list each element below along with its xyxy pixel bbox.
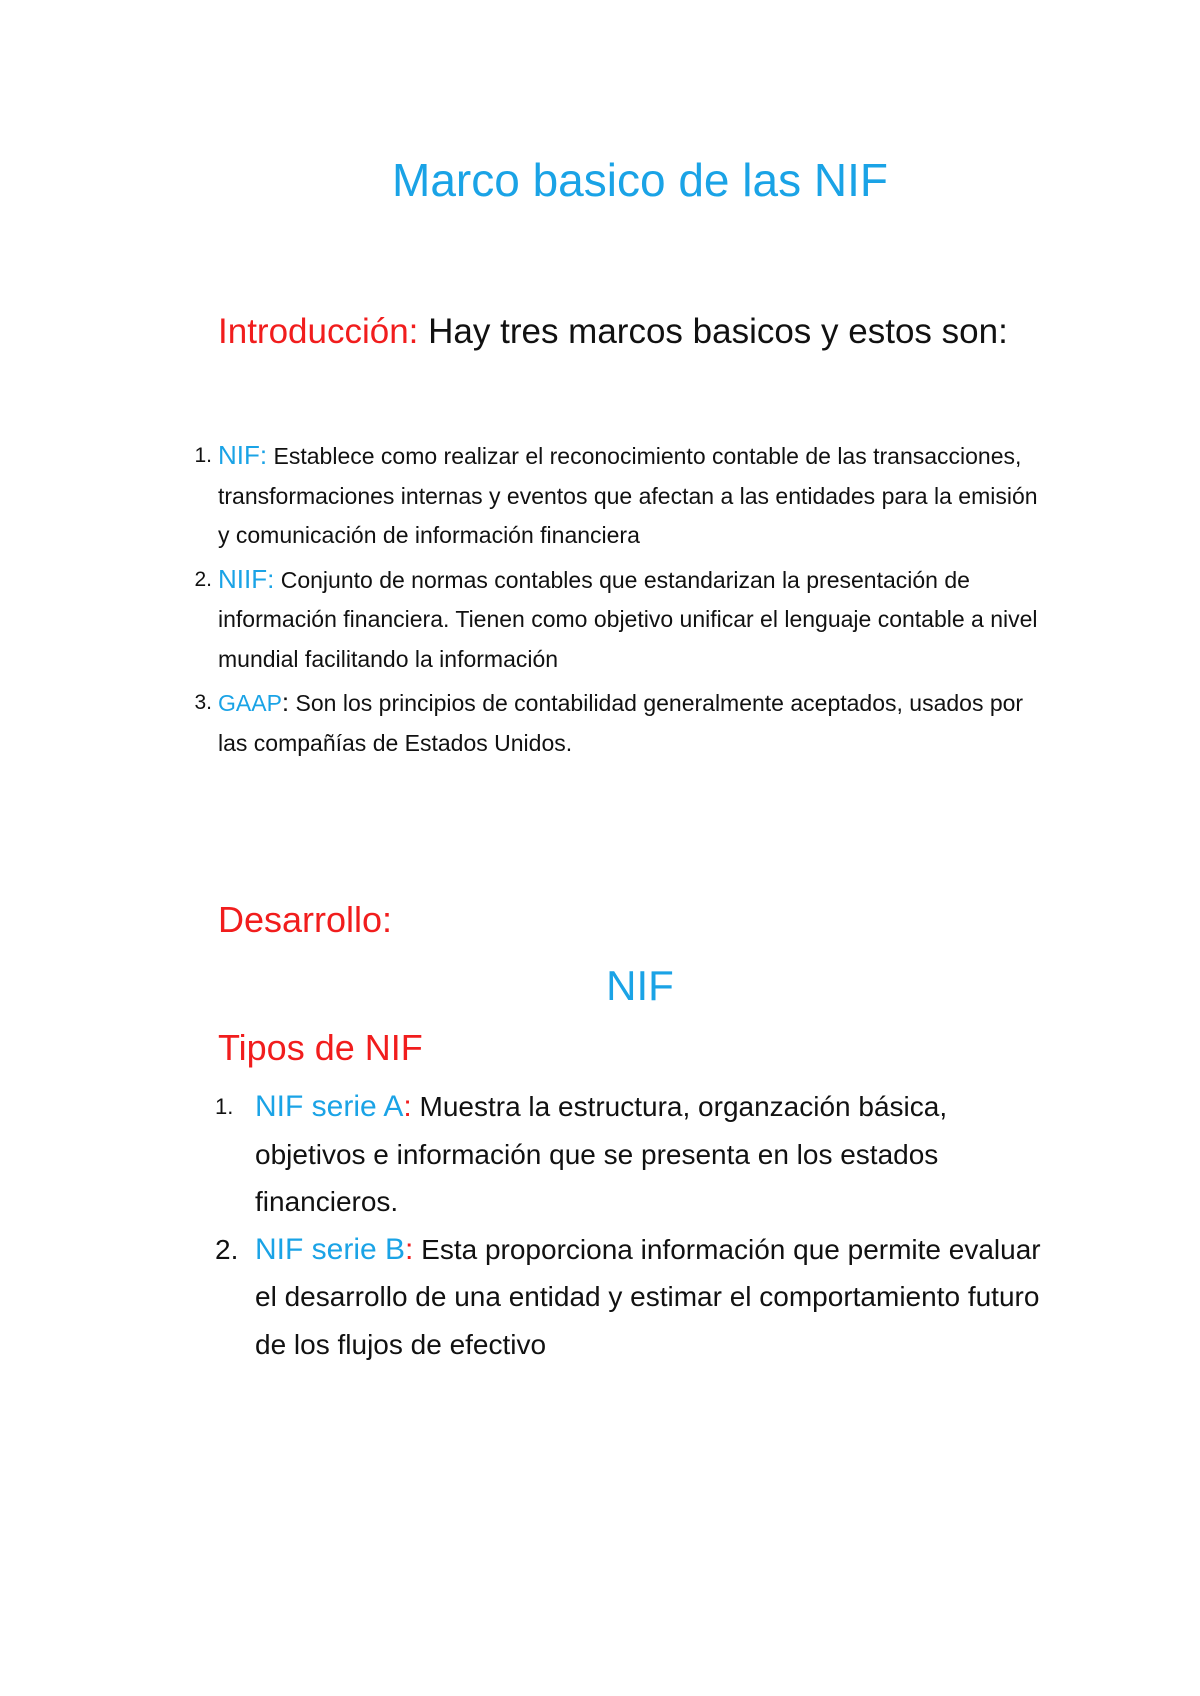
list-number: 2. [194,567,212,591]
term-colon: : [267,563,275,594]
framework-term: NIF [218,440,260,470]
list-item [215,1083,1055,1226]
term-colon: : [403,1090,412,1123]
frameworks-list [194,436,1048,767]
term-colon: : [259,440,268,470]
framework-description: Conjunto de normas contables que estandarizan la presentación de información financiera. Tienen como objetivo unificar el lenguaje contable a nivel mundial facilitando la información [218,566,1038,672]
framework-description: Establece como realizar el reconocimiento contable de las transacciones, transformaciones internas y eventos que afectan a las entidades para la emisión y comunicación de información financiera [218,443,1038,548]
term-colon: : [281,687,290,717]
list-number: 3. [194,691,212,714]
type-term: NIF serie B [255,1232,406,1266]
list-item [194,560,1048,680]
section-title: NIF [606,962,674,1009]
intro-paragraph [218,303,1058,361]
subheading: Tipos de NIF [218,1027,423,1068]
list-item [194,683,1048,763]
framework-term: GAAP [218,690,282,716]
desarrollo-heading: Desarrollo: [218,899,393,940]
list-item [215,1226,1055,1369]
type-description: Esta proporciona información que permite evaluar el desarrollo de una entidad y estimar el comportamiento futuro de los flujos de efectivo [255,1233,1041,1360]
list-item [194,436,1048,556]
intro-label: Introducción: [218,312,419,351]
type-description: Muestra la estructura, organzación básica, objetivos e información que se presenta en los estados financieros. [255,1091,948,1217]
document-title: Marco basico de las NIF [392,154,888,206]
intro-text: Hay tres marcos basicos y estos son: [428,312,1008,351]
list-number: 1. [215,1094,234,1119]
framework-description: Son los principios de contabilidad generalmente aceptados, usados por las compañías de Estados Unidos. [218,690,1024,756]
type-term: NIF serie A [255,1090,404,1123]
framework-term: NIIF [218,563,268,594]
nif-types-list [215,1083,1055,1368]
term-colon: : [405,1232,414,1266]
list-number: 1. [194,444,212,467]
list-number: 2. [215,1233,239,1265]
